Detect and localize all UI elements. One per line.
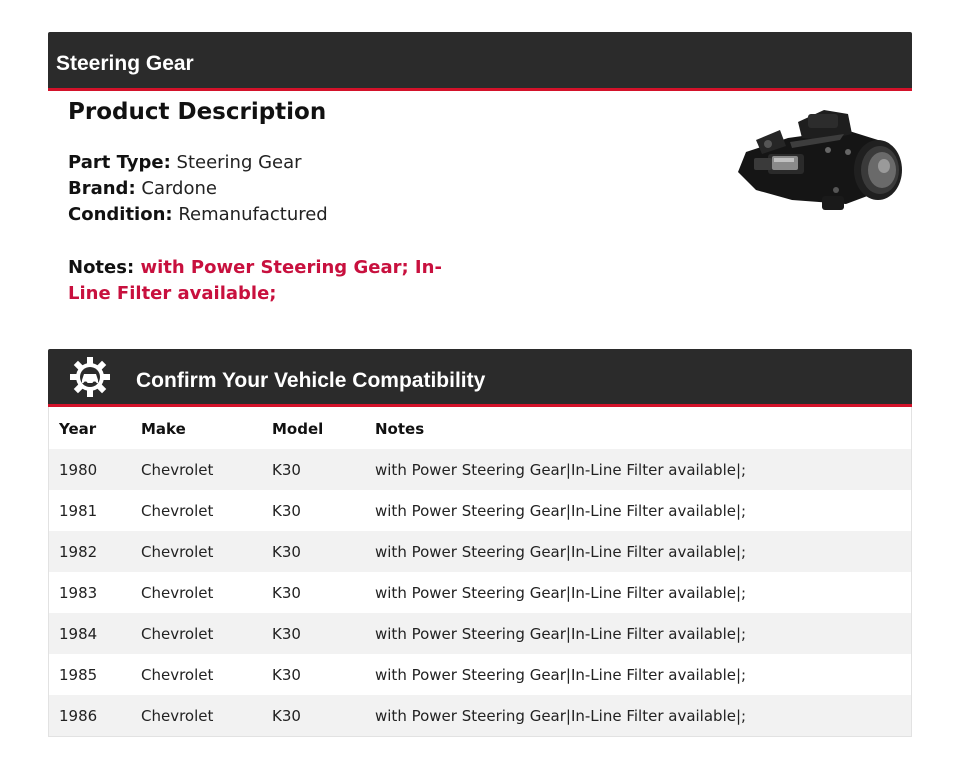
product-notes [68, 255, 468, 307]
cell-model: K30 [272, 460, 301, 479]
product-title: Steering Gear [56, 52, 194, 75]
spec-value: Cardone [141, 178, 217, 199]
cell-notes: with Power Steering Gear|In-Line Filter available|; [375, 460, 747, 479]
cell-year: 1983 [59, 583, 98, 602]
table-row [49, 654, 911, 695]
table-row [49, 613, 911, 654]
spec-label: Brand: [68, 178, 136, 199]
spec-label: Condition: [68, 204, 173, 225]
spec-part-type [68, 150, 668, 176]
spec-value: Steering Gear [176, 152, 302, 173]
spec-brand [68, 176, 668, 202]
description-heading: Product Description [68, 99, 327, 125]
cell-make: Chevrolet [141, 665, 214, 684]
cell-year: 1986 [59, 706, 98, 725]
table-row [49, 695, 911, 736]
cell-year: 1981 [59, 501, 98, 520]
cell-year: 1980 [59, 460, 98, 479]
cell-make: Chevrolet [141, 460, 214, 479]
cell-notes: with Power Steering Gear|In-Line Filter available|; [375, 665, 747, 684]
table-header-row [49, 407, 911, 449]
cell-make: Chevrolet [141, 706, 214, 725]
gear-car-icon [68, 355, 112, 399]
steering-gear-illustration [728, 100, 906, 216]
product-image [728, 100, 906, 216]
compatibility-header-bar [48, 349, 912, 407]
compatibility-table [48, 407, 912, 737]
cell-make: Chevrolet [141, 501, 214, 520]
cell-model: K30 [272, 583, 301, 602]
cell-make: Chevrolet [141, 542, 214, 561]
column-header-make: Make [141, 420, 186, 438]
cell-notes: with Power Steering Gear|In-Line Filter available|; [375, 624, 747, 643]
cell-make: Chevrolet [141, 583, 214, 602]
cell-year: 1982 [59, 542, 98, 561]
table-row [49, 490, 911, 531]
cell-model: K30 [272, 706, 301, 725]
spec-condition [68, 202, 668, 228]
column-header-year: Year [59, 420, 97, 438]
product-description [68, 96, 668, 307]
cell-model: K30 [272, 542, 301, 561]
cell-notes: with Power Steering Gear|In-Line Filter available|; [375, 583, 747, 602]
table-row [49, 449, 911, 490]
compatibility-title: Confirm Your Vehicle Compatibility [136, 369, 486, 392]
cell-year: 1984 [59, 624, 98, 643]
spec-list [68, 150, 668, 228]
cell-notes: with Power Steering Gear|In-Line Filter available|; [375, 542, 747, 561]
cell-model: K30 [272, 624, 301, 643]
notes-value: with Power Steering Gear; In-Line Filter available; [68, 257, 442, 304]
spec-label: Part Type: [68, 152, 171, 173]
notes-label: Notes: [68, 257, 135, 278]
table-row [49, 531, 911, 572]
cell-make: Chevrolet [141, 624, 214, 643]
column-header-notes: Notes [375, 420, 425, 438]
cell-model: K30 [272, 665, 301, 684]
cell-year: 1985 [59, 665, 98, 684]
table-row [49, 572, 911, 613]
product-header-bar [48, 32, 912, 91]
cell-notes: with Power Steering Gear|In-Line Filter available|; [375, 501, 747, 520]
spec-value: Remanufactured [178, 204, 328, 225]
cell-notes: with Power Steering Gear|In-Line Filter available|; [375, 706, 747, 725]
cell-model: K30 [272, 501, 301, 520]
column-header-model: Model [272, 420, 324, 438]
